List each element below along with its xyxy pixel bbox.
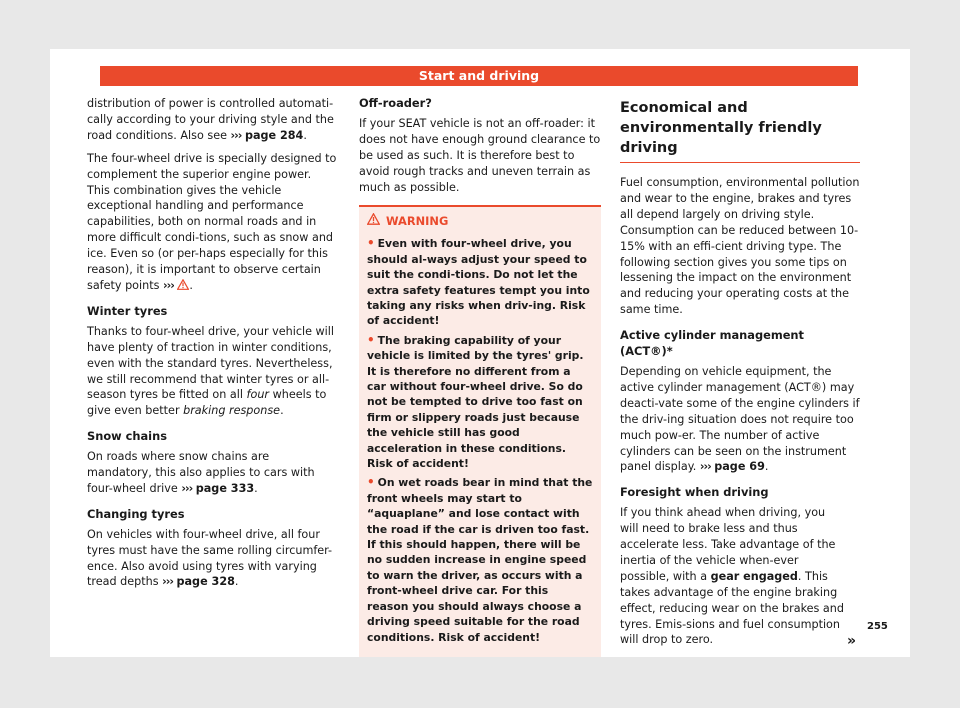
arrows-icon: ›››: [230, 128, 242, 142]
column-right: [620, 96, 860, 655]
changing-tyres-heading: Changing tyres: [87, 506, 185, 521]
column-left: [87, 96, 337, 597]
page-link[interactable]: page 328: [176, 575, 235, 589]
page-number: 255: [867, 621, 888, 632]
continue-icon: »: [846, 633, 856, 650]
warning-triangle-icon[interactable]: [177, 279, 189, 290]
page-link[interactable]: page 333: [195, 481, 255, 495]
bullet-icon: •: [367, 236, 375, 251]
warning-box: [359, 205, 601, 656]
off-roader-heading: Off-roader?: [359, 96, 432, 110]
page: [50, 49, 910, 657]
arrows-icon: ›››: [181, 481, 193, 495]
paragraph: On roads where snow chains are mandatory, this also applies to cars with four-wheel drive ››› page 333.: [87, 450, 315, 495]
warning-title: WARNING: [367, 213, 593, 230]
paragraph: The four-wheel drive is specially designed to complement the superior engine power. This combination gives the vehicle exceptional handling and performance capabilities, both on normal roads and in more difficult condi-tions, such as snow and ice. Even so (or per-haps especially for this reason), it is important to observe certain safety points ››› .: [87, 151, 337, 292]
paragraph: Depending on vehicle equipment, the active cylinder management (ACT®) may deacti-vate some of the engine cylinders if the driv-ing situation does not require too much pow-er. The number of active cylinders can be seen on the instrument panel display. ››› page 69.: [620, 364, 860, 474]
paragraph: Fuel consumption, environmental pollution and wear to the engine, brakes and tyres all depend largely on driving style. Consumption can be reduced between 10-15% with an effi-cient driving type. The following section gives you some tips on lessening the impact on the environment and reducing your operating costs at the same time.: [620, 176, 860, 317]
arrows-icon: ›››: [162, 575, 173, 589]
winter-tyres-heading: Winter tyres: [87, 303, 168, 318]
column-middle: [359, 96, 601, 657]
section-title: Economical and environmentally friendly driving: [620, 98, 860, 163]
page-link[interactable]: page 284: [244, 128, 304, 142]
warning-item: • On wet roads bear in mind that the front wheels may start to “aquaplane” and lose contact with the road if the car is driven too fast. If this should happen, there will be no sudden increase in engine speed to warn the driver, as occurs with a front-wheel drive car. For this reason you should always choose a driving speed suitable for the road conditions. Risk of accident!: [367, 475, 593, 644]
paragraph: On vehicles with four-wheel drive, all four tyres must have the same rolling circumfer-ence. Also avoid using tyres with varying tread depths ››› page 328.: [87, 527, 333, 589]
arrows-icon: ›››: [163, 278, 174, 292]
arrows-icon: ›››: [699, 460, 711, 474]
snow-chains-heading: Snow chains: [87, 429, 167, 444]
bullet-icon: •: [367, 332, 375, 347]
foresight-heading: Foresight when driving: [620, 485, 769, 500]
warning-item: • Even with four-wheel drive, you should al-ways adjust your speed to suit the condi-tions. Do not let the extra safety features tempt you into taking any risks when driv-ing. Risk of accident!: [367, 236, 590, 328]
chapter-header: Start and driving: [100, 66, 858, 86]
bullet-icon: •: [367, 475, 375, 490]
paragraph: If you think ahead when driving, you will need to brake less and thus accelerate less. Take advantage of the inertia of the vehicle when-ever possible, with a gear engaged. This takes advantage of the engine braking effect, reducing wear on the brakes and tyres. Emis-sions and fuel consumption will drop to zero. »: [620, 506, 856, 650]
warning-triangle-icon: [367, 213, 380, 230]
paragraph: Thanks to four-wheel drive, your vehicle will have plenty of traction in winter conditions, even with the standard tyres. Nevertheless, we still recommend that winter tyres or all-season tyres be fitted on all four wheels to give even better braking response.: [87, 324, 334, 418]
paragraph: distribution of power is controlled automati-cally according to your driving style and the road conditions. Also see ››› page 284.: [87, 97, 334, 142]
act-heading: Active cylinder management (ACT®)*: [620, 328, 804, 359]
page-link[interactable]: page 69: [714, 460, 765, 474]
warning-item: • The braking capability of your vehicle is limited by the tyres' grip. It is therefore no different from a car without four-wheel drive. So do not be tempted to drive too fast on firm or slippery roads just because the vehicle still has good acceleration in these conditions. Risk of accident!: [367, 332, 584, 471]
paragraph: If your SEAT vehicle is not an off-roader: it does not have enough ground clearance to be used as such. It is therefore best to avoid rough tracks and uneven terrain as much as possible.: [359, 116, 601, 194]
